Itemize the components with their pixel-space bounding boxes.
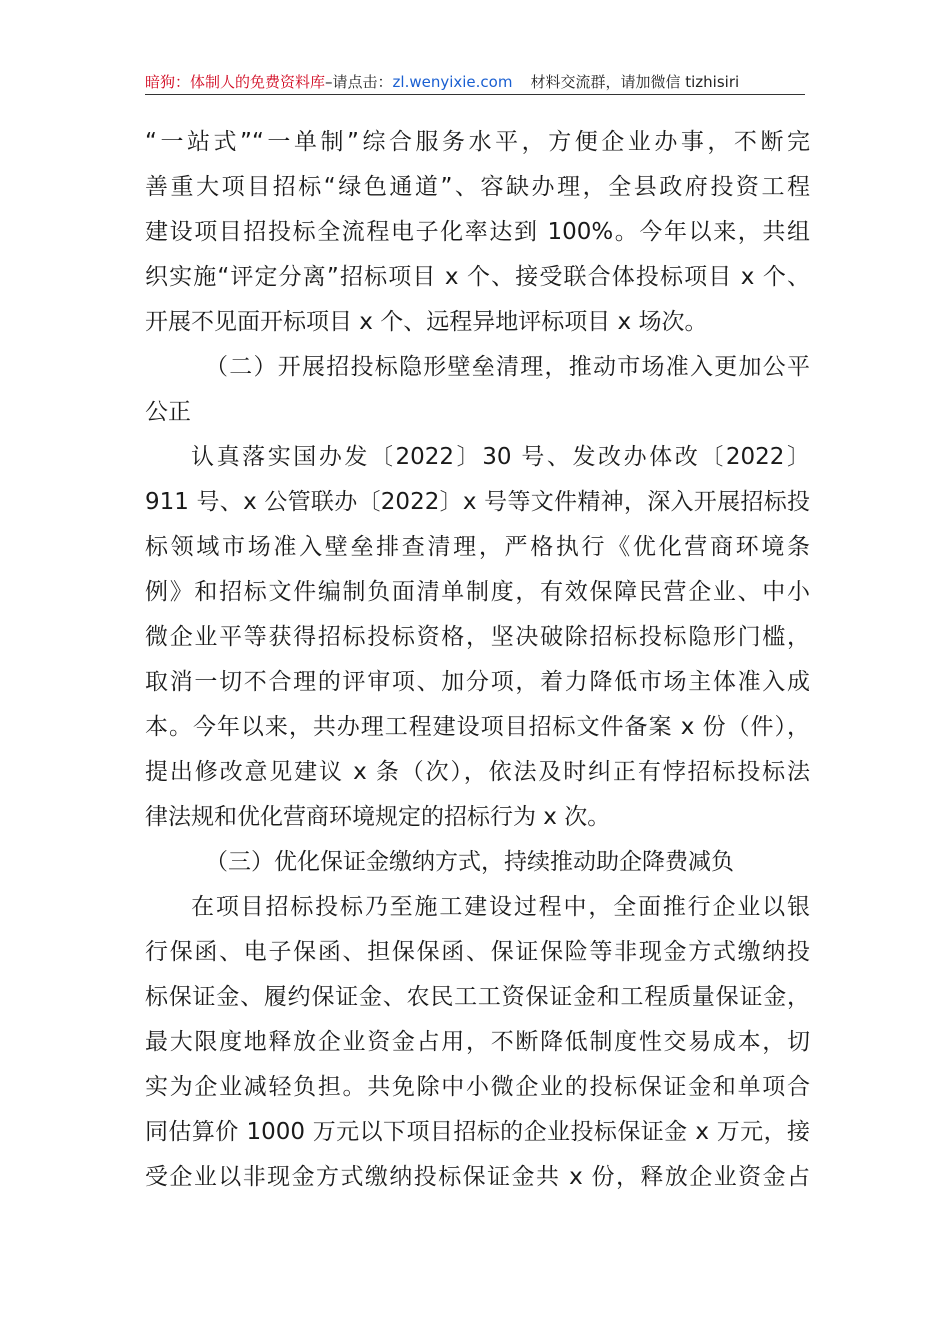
body-line: 提出修改意见建议 x 条（次），依法及时纠正有悖招标投标法 (145, 759, 810, 785)
header-contact: 材料交流群，请加微信 tizhisiri (530, 73, 740, 91)
body-line: 本。今年以来，共办理工程建设项目招标文件备案 x 份（件）， (145, 714, 810, 740)
body-line: 行保函、电子保函、担保保函、保证保险等非现金方式缴纳投 (145, 939, 810, 965)
body-line: 律法规和优化营商环境规定的招标行为 x 次。 (145, 804, 611, 830)
body-line: 微企业平等获得招标投标资格，坚决破除招标投标隐形门槛， (145, 624, 810, 650)
body-line: 在项目招标投标乃至施工建设过程中，全面推行企业以银 (191, 894, 810, 920)
body-line: “一站式”“一单制”综合服务水平，方便企业办事，不断完 (145, 129, 810, 155)
header-prompt: –请点击： (325, 73, 393, 91)
body-line: 同估算价 1000 万元以下项目招标的企业投标保证金 x 万元，接 (145, 1119, 810, 1145)
body-line: 911 号、x 公管联办〔2022〕x 号等文件精神，深入开展招标投 (145, 489, 810, 515)
body-line: 例》和招标文件编制负面清单制度，有效保障民营企业、中小 (145, 579, 810, 605)
body-line: 取消一切不合理的评审项、加分项，着力降低市场主体准入成 (145, 669, 810, 695)
body-line: 实为企业减轻负担。共免除中小微企业的投标保证金和单项合 (145, 1074, 810, 1100)
section-heading-continued: 公正 (145, 399, 191, 425)
section-heading: （二）开展招投标隐形壁垒清理，推动市场准入更加公平 (205, 354, 810, 380)
body-line: 织实施“评定分离”招标项目 x 个、接受联合体投标项目 x 个、 (145, 264, 810, 290)
body-line: 建设项目招投标全流程电子化率达到 100%。今年以来，共组 (145, 219, 810, 245)
document-body (145, 120, 810, 1200)
header-link[interactable]: zl.wenyixie.com (392, 73, 513, 91)
page-header (145, 70, 805, 94)
section-heading: （三）优化保证金缴纳方式，持续推动助企降费减负 (205, 849, 734, 875)
header-divider (145, 94, 805, 95)
body-line: 标领域市场准入壁垒排查清理，严格执行《优化营商环境条 (145, 534, 810, 560)
body-line: 开展不见面开标项目 x 个、远程异地评标项目 x 场次。 (145, 309, 708, 335)
body-line: 受企业以非现金方式缴纳投标保证金共 x 份，释放企业资金占 (145, 1164, 810, 1190)
body-line: 标保证金、履约保证金、农民工工资保证金和工程质量保证金， (145, 984, 810, 1010)
body-line: 认真落实国办发〔2022〕30 号、发改办体改〔2022〕 (191, 444, 810, 470)
body-line: 最大限度地释放企业资金占用，不断降低制度性交易成本，切 (145, 1029, 810, 1055)
body-line: 善重大项目招标“绿色通道”、容缺办理，全县政府投资工程 (145, 174, 810, 200)
header-brand: 暗狗：体制人的免费资料库 (145, 73, 326, 91)
